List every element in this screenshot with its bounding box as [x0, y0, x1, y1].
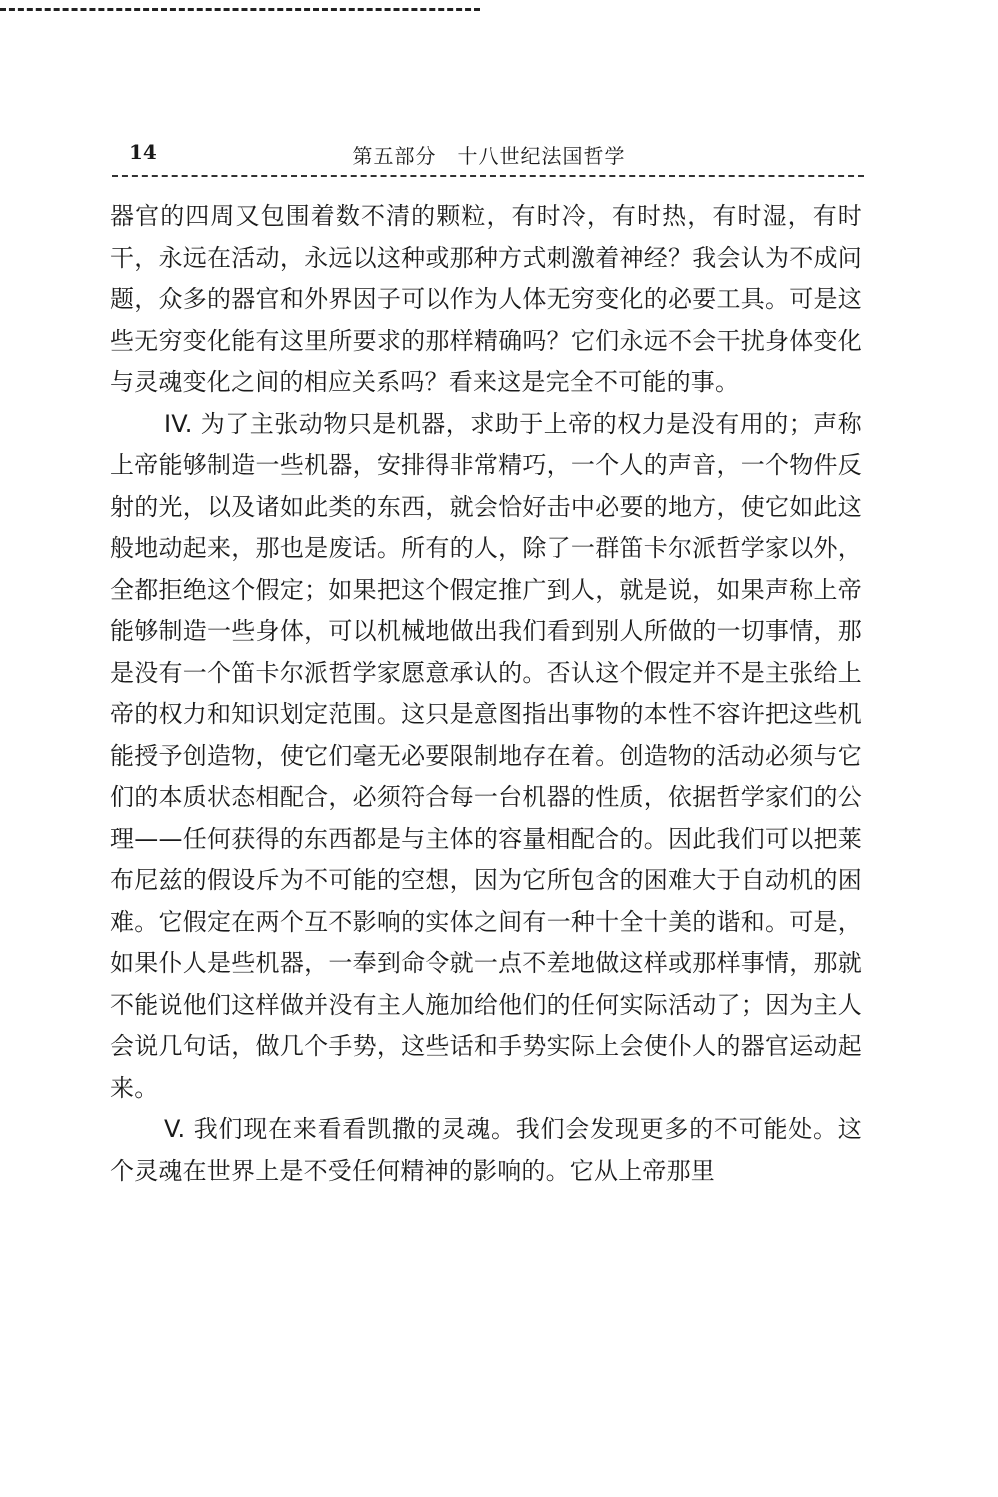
running-title: 第五部分 十八世纪法国哲学 — [352, 144, 626, 168]
paragraph-continued: 器官的四周又包围着数不清的颗粒，有时冷，有时热，有时湿，有时干，永远在活动，永远以这种或那种方式刺激着神经？我会认为不成问题，众多的器官和外界因子可以作为人体无穷变化的必要工具。可是这些无穷变化能有这里所要求的那样精确吗？它们永远不会干扰身体变化与灵魂变化之间的相应关系吗？看来这是完全不可能的事。 — [110, 202, 862, 396]
header-divider — [112, 175, 864, 177]
paragraph-iv: IV. 为了主张动物只是机器，求助于上帝的权力是没有用的；声称上帝能够制造一些机器，安排得非常精巧，一个人的声音，一个物件反射的光，以及诸如此类的东西，就会恰好击中必要的地方，使它如此这般地动起来，那也是废话。所有的人，除了一群笛卡尔派哲学家以外，全都拒绝这个假定；如果把这个假定推广到人，就是说，如果声称上帝能够制造一些身体，可以机械地做出我们看到别人所做的一切事情，那是没有一个笛卡尔派哲学家愿意承认的。否认这个假定并不是主张给上帝的权力和知识划定范围。这只是意图指出事物的本性不容许把这些机能授予创造物，使它们毫无必要限制地存在着。创造物的活动必须与它们的本质状态相配合，必须符合每一台机器的性质，依据哲学家们的公理——任何获得的东西都是与主体的容量相配合的。因此我们可以把莱布尼兹的假设斥为不可能的空想，因为它所包含的困难大于自动机的困难。它假定在两个互不影响的实体之间有一种十全十美的谐和。可是，如果仆人是些机器，一奉到命令就一点不差地做这样或那样事情，那就不能说他们这样做并没有主人施加给他们的任何实际活动了；因为主人会说几句话，做几个手势，这些话和手势实际上会使仆人的器官运动起来。 — [110, 409, 862, 1102]
paragraph-v: V. 我们现在来看看凯撒的灵魂。我们会发现更多的不可能处。这个灵魂在世界上是不受任何精神的影响的。它从上帝那里 — [110, 1115, 862, 1185]
scan-edge-dashes — [0, 8, 480, 11]
page-header — [115, 140, 863, 170]
page-body — [110, 196, 862, 1192]
page-number: 14 — [129, 140, 157, 164]
